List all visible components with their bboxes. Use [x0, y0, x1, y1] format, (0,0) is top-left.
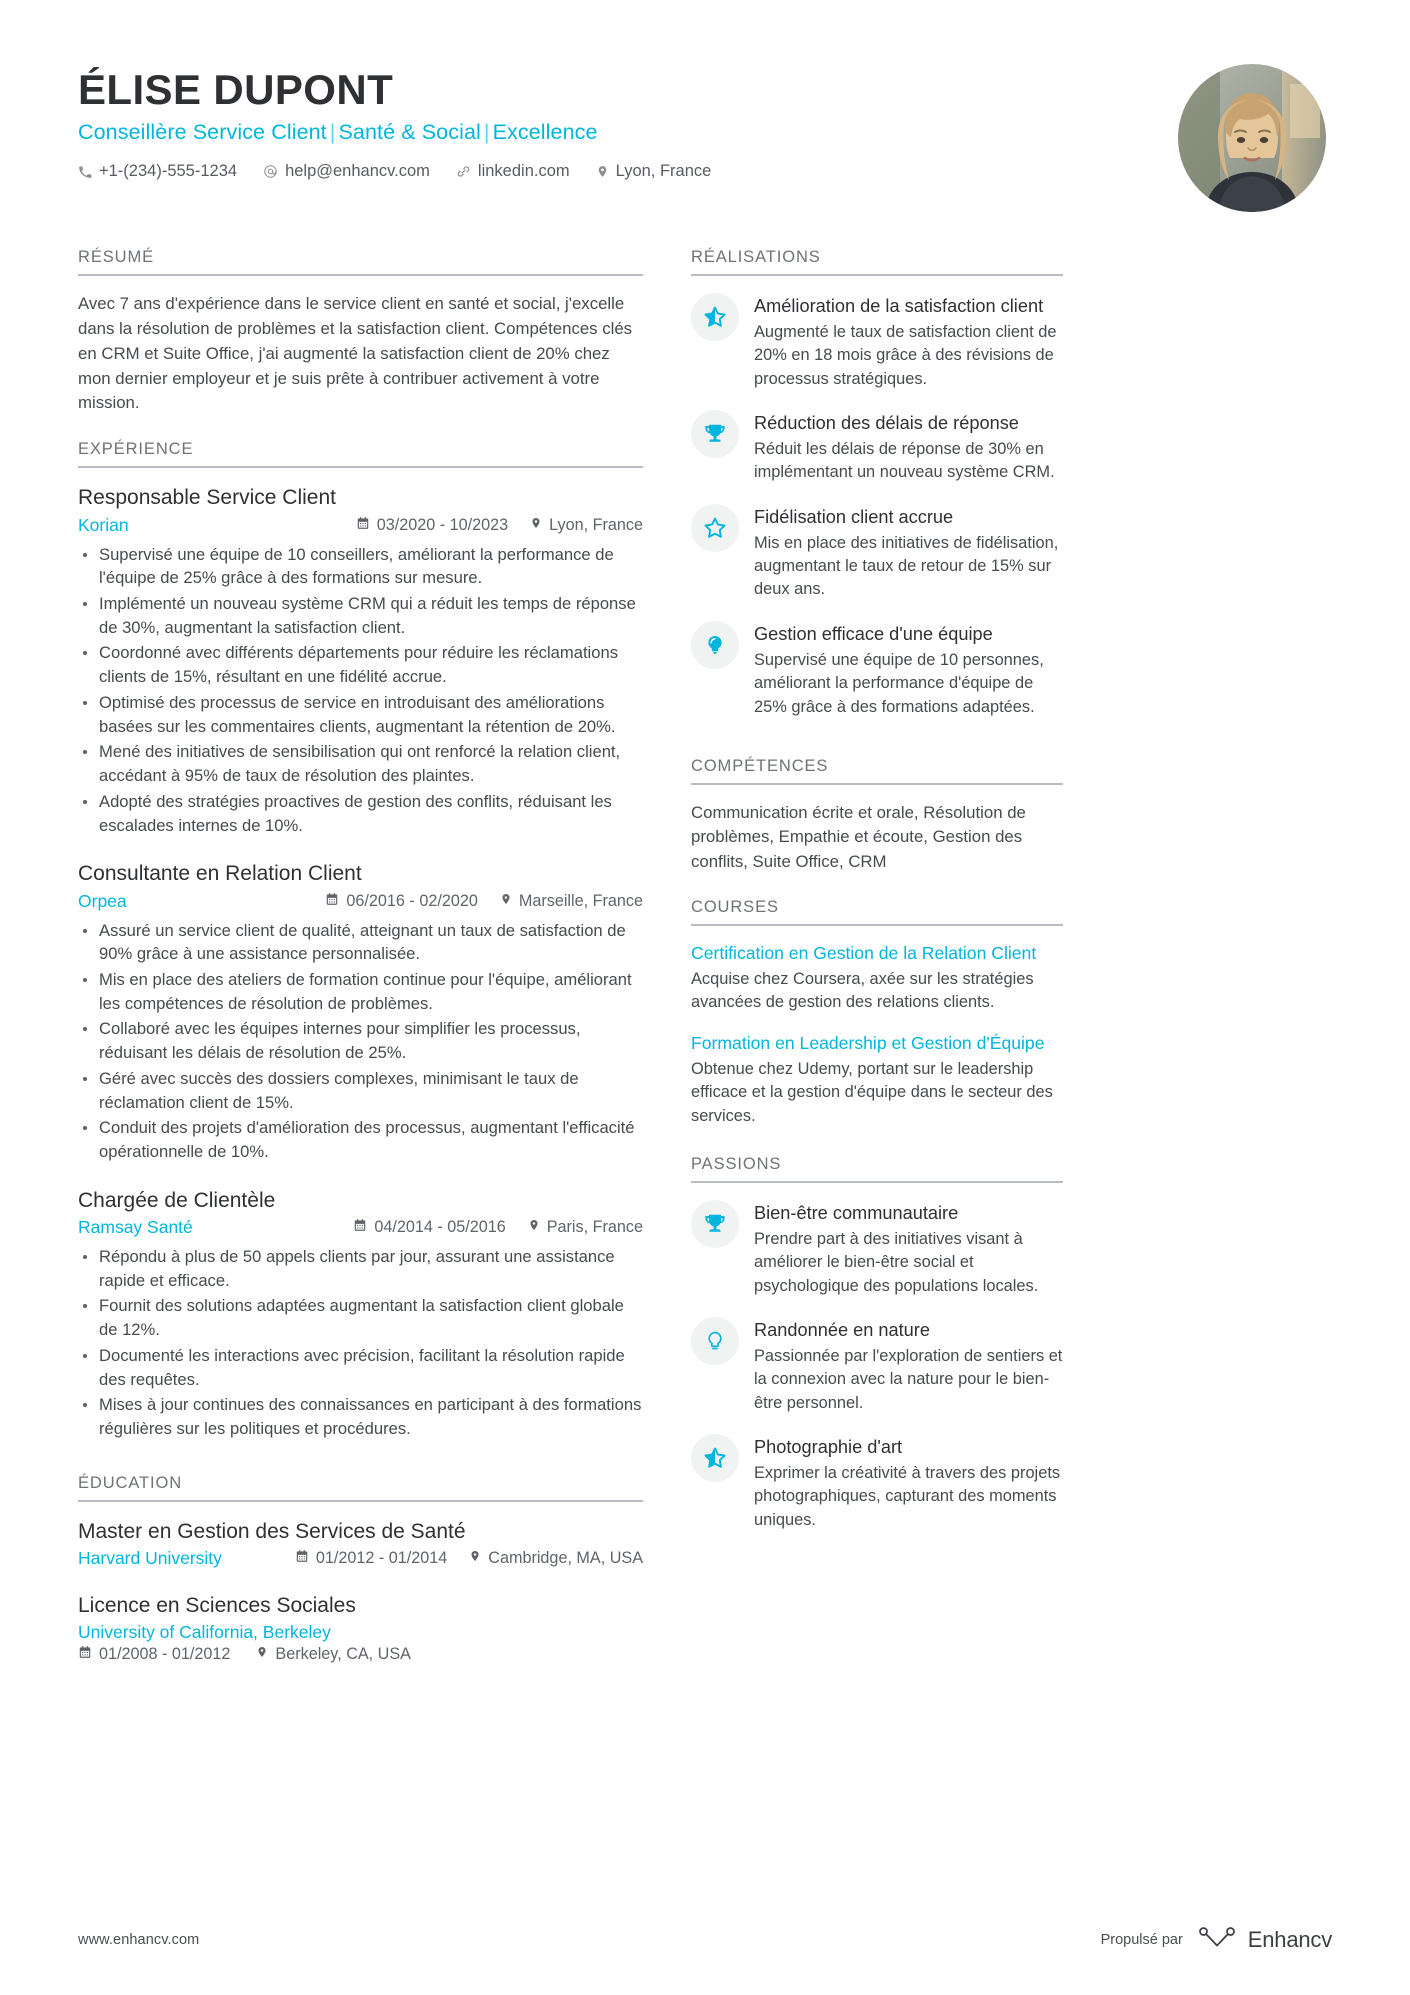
- contact-phone-text: +1-(234)-555-1234: [99, 162, 238, 181]
- job-meta: [78, 1217, 643, 1238]
- passion-body: [754, 1199, 1063, 1298]
- bullet-item: Adopté des stratégies proactives de gestion des conflits, réduisant les escalades internes de 10%.: [78, 790, 643, 837]
- bullet-item: Optimisé des processus de service en introduisant des améliorations basées sur les commentaires clients, augmentant la rétention de 20%.: [78, 691, 643, 738]
- achievement-heading: Fidélisation client accrue: [754, 506, 954, 527]
- company-name[interactable]: Korian: [78, 514, 129, 535]
- course-desc: Obtenue chez Udemy, portant sur le leadership efficace et la gestion d'équipe dans le secteur des services.: [691, 1059, 1053, 1125]
- course-item: [691, 942, 1063, 1015]
- achievement-item: [691, 409, 1063, 485]
- job-meta: [78, 891, 643, 912]
- achievement-body: [754, 409, 1063, 485]
- education-location-text: Cambridge, MA, USA: [488, 1549, 643, 1568]
- section-divider: [691, 783, 1063, 785]
- achievement-item: [691, 503, 1063, 602]
- achievement-body: [754, 292, 1063, 391]
- bullet-item: Documenté les interactions avec précision, facilitant la résolution rapide des requêtes.: [78, 1344, 643, 1391]
- education-dates-text: 01/2008 - 01/2012: [99, 1645, 231, 1664]
- phone-icon: [78, 165, 92, 179]
- contact-location: [596, 162, 712, 181]
- education-location: [469, 1549, 643, 1568]
- achievement-item: [691, 620, 1063, 719]
- email-icon: [263, 164, 278, 179]
- passion-item: [691, 1433, 1063, 1532]
- education-dates: [295, 1549, 447, 1568]
- job-meta-right: [356, 516, 643, 535]
- education-meta-right: [295, 1549, 643, 1568]
- job-dates: [325, 892, 477, 911]
- bullet-item: Supervisé une équipe de 10 conseillers, améliorant la performance de l'équipe de 25% grâce à des formations sur mesure.: [78, 543, 643, 590]
- bullet-item: Mené des initiatives de sensibilisation qui ont renforcé la relation client, accédant à 95% de taux de résolution des plaintes.: [78, 740, 643, 787]
- section-divider: [691, 1181, 1063, 1183]
- section-achievements: [691, 248, 1063, 719]
- calendar-icon: [325, 892, 339, 911]
- bullet-item: Mis en place des ateliers de formation continue pour l'équipe, améliorant les compétences de résolution de problèmes.: [78, 968, 643, 1015]
- spacer: [691, 1145, 1063, 1155]
- bullet-item: Fournit des solutions adaptées augmentant la satisfaction client globale de 12%.: [78, 1294, 643, 1341]
- job-meta: [78, 515, 643, 536]
- job-dates-text: 04/2014 - 05/2016: [374, 1218, 506, 1236]
- course-item: [691, 1032, 1063, 1128]
- bullet-item: Répondu à plus de 50 appels clients par jour, assurant une assistance rapide et efficace.: [78, 1245, 643, 1292]
- job-title: Consultante en Relation Client: [78, 862, 362, 886]
- contact-email-text: help@enhancv.com: [285, 162, 430, 181]
- course-name[interactable]: Certification en Gestion de la Relation Client: [691, 943, 1037, 964]
- avatar: [1178, 64, 1326, 212]
- contact-link[interactable]: [456, 162, 570, 181]
- passion-body: [754, 1433, 1063, 1532]
- job-meta-right: [353, 1218, 643, 1237]
- star-half-icon: [691, 293, 739, 341]
- star-outline-icon: [691, 504, 739, 552]
- section-skills: [691, 757, 1063, 874]
- header-text-block: [78, 60, 1178, 181]
- education-dates-text: 01/2012 - 01/2014: [315, 1549, 448, 1568]
- education-entry: [78, 1518, 643, 1569]
- contact-phone[interactable]: [78, 162, 237, 181]
- section-title-summary: RÉSUMÉ: [78, 248, 154, 266]
- bullet-item: Implémenté un nouveau système CRM qui a réduit les temps de réponse de 30%, augmentant la satisfaction client.: [78, 592, 643, 639]
- section-summary: [78, 248, 643, 416]
- calendar-icon: [353, 1218, 367, 1237]
- headline-part-1: Conseillère Service Client: [78, 120, 327, 145]
- job-bullets: [78, 919, 643, 1164]
- footer-powered-label: Propulsé par: [1100, 1931, 1183, 1948]
- passion-heading: Photographie d'art: [754, 1437, 903, 1458]
- achievement-body: [754, 503, 1063, 602]
- course-name[interactable]: Formation en Leadership et Gestion d'Équipe: [691, 1032, 1045, 1053]
- section-experience: [78, 440, 643, 1440]
- bullet-item: Collaboré avec les équipes internes pour simplifier les processus, réduisant les délais de résolution de 25%.: [78, 1017, 643, 1064]
- job-location: [528, 1218, 643, 1237]
- company-name[interactable]: Orpea: [78, 890, 127, 911]
- school-name[interactable]: University of California, Berkeley: [78, 1622, 331, 1643]
- bullet-item: Assuré un service client de qualité, atteignant un taux de satisfaction de 90% grâce à une assistance personnalisée.: [78, 919, 643, 966]
- course-desc: Acquise chez Coursera, axée sur les stratégies avancées de gestion des relations clients.: [691, 969, 1034, 1012]
- section-passions: [691, 1155, 1063, 1532]
- job-bullets: [78, 1245, 643, 1441]
- section-title-experience: EXPÉRIENCE: [78, 440, 194, 459]
- job-meta-right: [325, 892, 643, 911]
- enhancv-mark-icon: [1197, 1926, 1239, 1953]
- section-divider: [691, 274, 1063, 276]
- link-icon: [456, 164, 471, 179]
- experience-entry: [78, 1187, 643, 1441]
- trophy-icon: [691, 410, 739, 458]
- calendar-icon: [295, 1549, 309, 1568]
- spacer: [691, 878, 1063, 898]
- summary-text: Avec 7 ans d'expérience dans le service client en santé et social, j'excelle dans la résolution de problèmes et la satisfaction client. Compétences clés en CRM et Suite Office, j'ai augmenté la satisfaction client de 20% chez mon dernier employeur et je suis prête à contribuer activement à votre mission.: [78, 294, 633, 413]
- right-column: [691, 248, 1063, 1550]
- location-icon: [469, 1549, 481, 1568]
- headline-separator-1: |: [329, 120, 336, 145]
- passion-item: [691, 1316, 1063, 1415]
- headline-part-2: Santé & Social: [338, 120, 481, 145]
- education-meta: [78, 1548, 643, 1569]
- page-footer: [78, 1926, 1332, 1953]
- section-courses: [691, 898, 1063, 1128]
- section-title-achievements: RÉALISATIONS: [691, 248, 821, 266]
- passion-desc: Exprimer la créativité à travers des projets photographiques, capturant des moments uniques.: [754, 1463, 1061, 1529]
- footer-website-url[interactable]: www.enhancv.com: [78, 1931, 200, 1948]
- lightbulb-outline-icon: [691, 1317, 739, 1365]
- headline-separator-2: |: [483, 120, 490, 145]
- section-divider: [78, 466, 643, 468]
- location-icon: [256, 1645, 268, 1664]
- location-icon: [500, 892, 512, 911]
- resume-header: [78, 60, 1332, 212]
- location-icon: [530, 516, 542, 535]
- achievement-body: [754, 620, 1063, 719]
- job-dates: [353, 1218, 505, 1237]
- education-dates: [78, 1645, 230, 1664]
- passion-item: [691, 1199, 1063, 1298]
- trophy-icon: [691, 1200, 739, 1248]
- section-education: [78, 1474, 643, 1665]
- star-half-icon: [691, 1434, 739, 1482]
- section-divider: [691, 924, 1063, 926]
- skills-text: Communication écrite et orale, Résolution de problèmes, Empathie et écoute, Gestion des conflits, Suite Office, CRM: [691, 802, 1026, 871]
- bullet-item: Mises à jour continues des connaissances en participant à des formations régulières sur les politiques et procédures.: [78, 1393, 643, 1440]
- professional-headline: [78, 120, 1178, 145]
- enhancv-logo[interactable]: [1197, 1926, 1332, 1953]
- achievement-desc: Réduit les délais de réponse de 30% en implémentant un nouveau système CRM.: [754, 439, 1055, 482]
- page-title: ÉLISE DUPONT: [78, 66, 394, 113]
- job-title: Chargée de Clientèle: [78, 1188, 276, 1212]
- bullet-item: Coordonné avec différents départements pour réduire les réclamations clients de 15%, résultant en une fidélité accrue.: [78, 641, 643, 688]
- job-bullets: [78, 543, 643, 838]
- achievement-desc: Mis en place des initiatives de fidélisation, augmentant le taux de retour de 15% sur deux ans.: [754, 533, 1059, 599]
- section-divider: [78, 274, 643, 276]
- achievement-heading: Gestion efficace d'une équipe: [754, 623, 993, 644]
- job-location-text: Lyon, France: [549, 515, 643, 534]
- school-name[interactable]: Harvard University: [78, 1548, 222, 1569]
- passion-heading: Randonnée en nature: [754, 1320, 930, 1341]
- degree-title: Master en Gestion des Services de Santé: [78, 1519, 466, 1543]
- experience-entry: [78, 860, 643, 1163]
- calendar-icon: [356, 516, 370, 535]
- section-title-courses: COURSES: [691, 898, 779, 917]
- section-title-passions: PASSIONS: [691, 1155, 782, 1173]
- contact-row: [78, 162, 1178, 181]
- contact-link-text: linkedin.com: [477, 162, 570, 181]
- left-column: [78, 248, 643, 1687]
- spacer: [691, 737, 1063, 757]
- section-title-education: ÉDUCATION: [78, 1473, 183, 1492]
- contact-location-text: Lyon, France: [615, 162, 712, 181]
- section-divider: [78, 1500, 643, 1502]
- achievement-heading: Amélioration de la satisfaction client: [754, 296, 1044, 316]
- job-dates-text: 03/2020 - 10/2023: [376, 515, 509, 534]
- section-title-skills: COMPÉTENCES: [691, 756, 829, 775]
- calendar-icon: [78, 1645, 92, 1664]
- degree-title: Licence en Sciences Sociales: [78, 1594, 356, 1618]
- job-location-text: Marseille, France: [518, 891, 643, 910]
- experience-entry: [78, 484, 643, 837]
- enhancv-wordmark: Enhancv: [1247, 1926, 1332, 1952]
- lightbulb-filled-icon: [691, 621, 739, 669]
- footer-branding: [1101, 1926, 1332, 1953]
- passion-body: [754, 1316, 1063, 1415]
- achievement-heading: Réduction des délais de réponse: [754, 413, 1019, 434]
- achievement-desc: Augmenté le taux de satisfaction client de 20% en 18 mois grâce à des révisions de processus stratégiques.: [754, 322, 1057, 388]
- job-location-text: Paris, France: [546, 1218, 643, 1236]
- job-dates-text: 06/2016 - 02/2020: [346, 891, 478, 910]
- passion-desc: Prendre part à des initiatives visant à améliorer le bien-être social et psychologique des populations locales.: [754, 1229, 1039, 1295]
- education-meta: [78, 1645, 643, 1664]
- education-location: [256, 1645, 411, 1664]
- spacer: [78, 1464, 643, 1474]
- education-location-text: Berkeley, CA, USA: [275, 1645, 411, 1664]
- bullet-item: Géré avec succès des dossiers complexes, minimisant le taux de réclamation client de 15%.: [78, 1067, 643, 1114]
- headline-part-3: Excellence: [492, 120, 598, 145]
- contact-email[interactable]: [263, 162, 430, 181]
- passion-heading: Bien-être communautaire: [754, 1203, 959, 1223]
- location-icon: [596, 164, 609, 179]
- education-entry: [78, 1592, 643, 1664]
- job-dates: [356, 516, 508, 535]
- location-icon: [528, 1218, 540, 1237]
- achievement-desc: Supervisé une équipe de 10 personnes, améliorant la performance d'équipe de 25% grâce à des formations adaptées.: [754, 650, 1044, 716]
- company-name[interactable]: Ramsay Santé: [78, 1217, 193, 1237]
- bullet-item: Conduit des projets d'amélioration des processus, augmentant l'efficacité opérationnelle de 10%.: [78, 1116, 643, 1163]
- passion-desc: Passionnée par l'exploration de sentiers et la connexion avec la nature pour le bien-être personnel.: [754, 1346, 1063, 1412]
- spacer: [78, 420, 643, 440]
- job-location: [500, 892, 643, 911]
- job-title: Responsable Service Client: [78, 486, 336, 510]
- job-location: [530, 516, 643, 535]
- resume-body: [78, 248, 1332, 1687]
- achievement-item: [691, 292, 1063, 391]
